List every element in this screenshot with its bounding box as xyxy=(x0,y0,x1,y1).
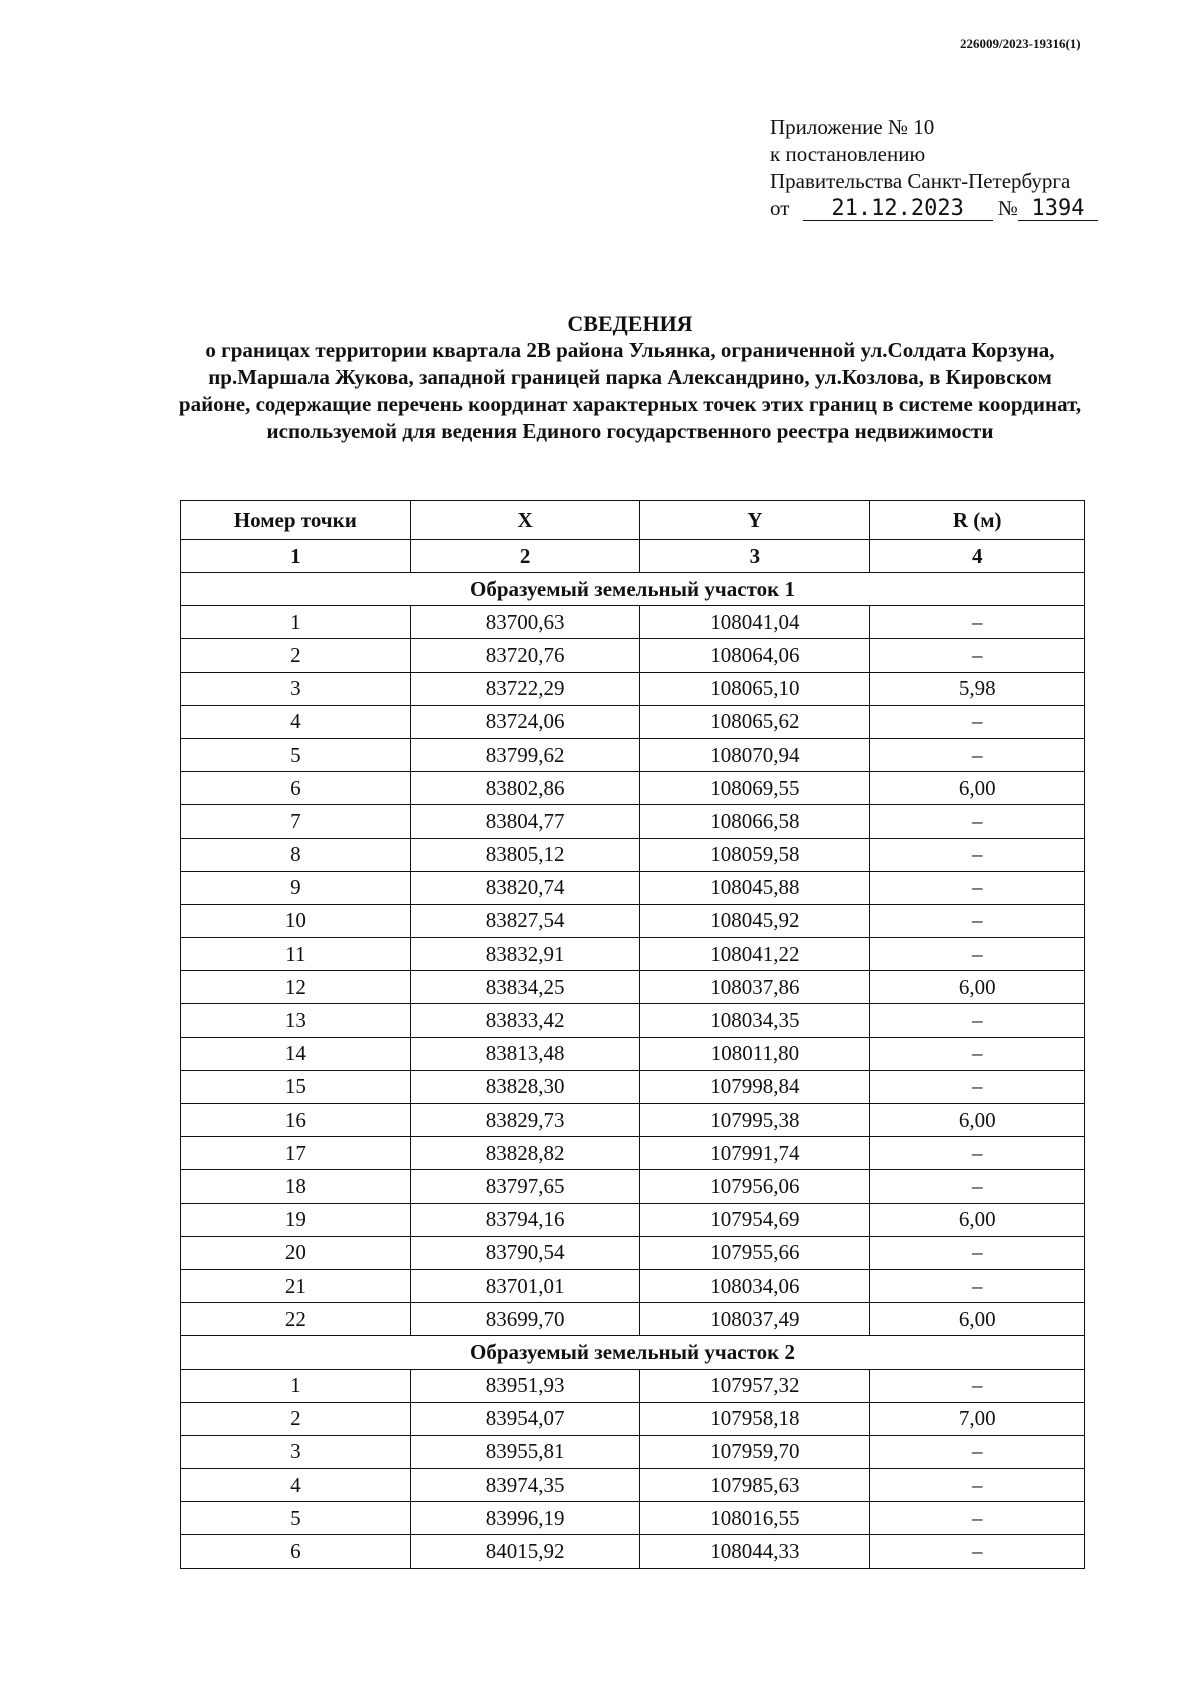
table-row xyxy=(181,1269,1085,1302)
appendix-date-line xyxy=(770,195,1098,222)
point-number-cell: 2 xyxy=(181,1402,411,1435)
y-cell: 108034,06 xyxy=(640,1269,870,1302)
point-number-cell: 10 xyxy=(181,904,411,937)
document-number: 226009/2023-19316(1) xyxy=(960,36,1081,51)
point-number-cell: 6 xyxy=(181,772,411,805)
x-cell: 83699,70 xyxy=(410,1303,640,1336)
y-cell: 108037,49 xyxy=(640,1303,870,1336)
document-title xyxy=(170,310,1090,445)
table-row xyxy=(181,871,1085,904)
y-cell: 108041,04 xyxy=(640,606,870,639)
y-cell: 107995,38 xyxy=(640,1104,870,1137)
y-cell: 108059,58 xyxy=(640,838,870,871)
r-cell: – xyxy=(870,1535,1085,1568)
number-label: № xyxy=(997,196,1018,220)
y-cell: 107998,84 xyxy=(640,1070,870,1103)
resolution-number: 1394 xyxy=(1018,198,1098,221)
x-cell: 83829,73 xyxy=(410,1104,640,1137)
table-row xyxy=(181,639,1085,672)
r-cell: – xyxy=(870,1070,1085,1103)
y-cell: 108034,35 xyxy=(640,1004,870,1037)
x-cell: 83805,12 xyxy=(410,838,640,871)
y-cell: 108065,62 xyxy=(640,705,870,738)
x-cell: 83799,62 xyxy=(410,738,640,771)
table-row xyxy=(181,1402,1085,1435)
r-cell: 6,00 xyxy=(870,1104,1085,1137)
y-cell: 107959,70 xyxy=(640,1435,870,1468)
x-cell: 83833,42 xyxy=(410,1004,640,1037)
y-cell: 107991,74 xyxy=(640,1137,870,1170)
r-cell: – xyxy=(870,938,1085,971)
point-number-cell: 11 xyxy=(181,938,411,971)
table-row xyxy=(181,1203,1085,1236)
coordinates-table xyxy=(180,500,1085,1569)
r-cell: – xyxy=(870,738,1085,771)
y-cell: 108069,55 xyxy=(640,772,870,805)
table-row xyxy=(181,1037,1085,1070)
x-cell: 84015,92 xyxy=(410,1535,640,1568)
y-cell: 107958,18 xyxy=(640,1402,870,1435)
y-cell: 108066,58 xyxy=(640,805,870,838)
appendix-line-3: Правительства Санкт-Петербурга xyxy=(770,169,1071,193)
point-number-cell: 19 xyxy=(181,1203,411,1236)
point-number-cell: 1 xyxy=(181,1369,411,1402)
point-number-cell: 3 xyxy=(181,672,411,705)
point-number-cell: 13 xyxy=(181,1004,411,1037)
y-cell: 108064,06 xyxy=(640,639,870,672)
table-row xyxy=(181,1435,1085,1468)
y-cell: 107955,66 xyxy=(640,1236,870,1269)
x-cell: 83834,25 xyxy=(410,971,640,1004)
point-number-cell: 5 xyxy=(181,738,411,771)
index-cell: 4 xyxy=(870,540,1085,573)
x-cell: 83700,63 xyxy=(410,606,640,639)
y-cell: 107957,32 xyxy=(640,1369,870,1402)
x-cell: 83820,74 xyxy=(410,871,640,904)
table-body xyxy=(181,573,1085,1569)
point-number-cell: 4 xyxy=(181,705,411,738)
x-cell: 83724,06 xyxy=(410,705,640,738)
table-row xyxy=(181,705,1085,738)
point-number-cell: 8 xyxy=(181,838,411,871)
y-cell: 108045,92 xyxy=(640,904,870,937)
r-cell: – xyxy=(870,606,1085,639)
point-number-cell: 17 xyxy=(181,1137,411,1170)
point-number-cell: 12 xyxy=(181,971,411,1004)
point-number-cell: 3 xyxy=(181,1435,411,1468)
r-cell: – xyxy=(870,1137,1085,1170)
x-cell: 83720,76 xyxy=(410,639,640,672)
x-cell: 83828,82 xyxy=(410,1137,640,1170)
x-cell: 83955,81 xyxy=(410,1435,640,1468)
x-cell: 83974,35 xyxy=(410,1469,640,1502)
section-row xyxy=(181,1336,1085,1369)
x-cell: 83827,54 xyxy=(410,904,640,937)
table-row xyxy=(181,1170,1085,1203)
appendix-line-1: Приложение № 10 xyxy=(770,115,935,139)
table-row xyxy=(181,606,1085,639)
header-r: R (м) xyxy=(870,501,1085,540)
x-cell: 83794,16 xyxy=(410,1203,640,1236)
table-row xyxy=(181,672,1085,705)
header-y: Y xyxy=(640,501,870,540)
r-cell: – xyxy=(870,1269,1085,1302)
y-cell: 108037,86 xyxy=(640,971,870,1004)
y-cell: 108016,55 xyxy=(640,1502,870,1535)
section-title: Образуемый земельный участок 1 xyxy=(181,573,1085,606)
section-title: Образуемый земельный участок 2 xyxy=(181,1336,1085,1369)
r-cell: 6,00 xyxy=(870,1203,1085,1236)
x-cell: 83832,91 xyxy=(410,938,640,971)
x-cell: 83951,93 xyxy=(410,1369,640,1402)
point-number-cell: 6 xyxy=(181,1535,411,1568)
x-cell: 83802,86 xyxy=(410,772,640,805)
x-cell: 83813,48 xyxy=(410,1037,640,1070)
r-cell: – xyxy=(870,805,1085,838)
r-cell: 5,98 xyxy=(870,672,1085,705)
title-heading: СВЕДЕНИЯ xyxy=(567,311,693,336)
point-number-cell: 21 xyxy=(181,1269,411,1302)
r-cell: – xyxy=(870,639,1085,672)
r-cell: – xyxy=(870,838,1085,871)
r-cell: – xyxy=(870,871,1085,904)
point-number-cell: 5 xyxy=(181,1502,411,1535)
table-row xyxy=(181,1369,1085,1402)
table-row xyxy=(181,1236,1085,1269)
point-number-cell: 22 xyxy=(181,1303,411,1336)
x-cell: 83996,19 xyxy=(410,1502,640,1535)
table-row xyxy=(181,938,1085,971)
table-row xyxy=(181,772,1085,805)
point-number-cell: 2 xyxy=(181,639,411,672)
point-number-cell: 18 xyxy=(181,1170,411,1203)
table-row xyxy=(181,805,1085,838)
section-row xyxy=(181,573,1085,606)
appendix-block xyxy=(770,114,1098,222)
y-cell: 108065,10 xyxy=(640,672,870,705)
r-cell: – xyxy=(870,1037,1085,1070)
y-cell: 107956,06 xyxy=(640,1170,870,1203)
r-cell: – xyxy=(870,1469,1085,1502)
from-label: от xyxy=(770,196,790,220)
r-cell: – xyxy=(870,1502,1085,1535)
x-cell: 83790,54 xyxy=(410,1236,640,1269)
y-cell: 108044,33 xyxy=(640,1535,870,1568)
r-cell: – xyxy=(870,1435,1085,1468)
point-number-cell: 4 xyxy=(181,1469,411,1502)
table-row xyxy=(181,738,1085,771)
x-cell: 83722,29 xyxy=(410,672,640,705)
point-number-cell: 20 xyxy=(181,1236,411,1269)
index-cell: 3 xyxy=(640,540,870,573)
r-cell: 6,00 xyxy=(870,772,1085,805)
x-cell: 83954,07 xyxy=(410,1402,640,1435)
point-number-cell: 1 xyxy=(181,606,411,639)
y-cell: 108011,80 xyxy=(640,1037,870,1070)
point-number-cell: 15 xyxy=(181,1070,411,1103)
table-row xyxy=(181,1004,1085,1037)
r-cell: 7,00 xyxy=(870,1402,1085,1435)
x-cell: 83804,77 xyxy=(410,805,640,838)
r-cell: – xyxy=(870,1004,1085,1037)
header-x: X xyxy=(410,501,640,540)
y-cell: 108045,88 xyxy=(640,871,870,904)
y-cell: 107985,63 xyxy=(640,1469,870,1502)
r-cell: 6,00 xyxy=(870,971,1085,1004)
table-row xyxy=(181,1469,1085,1502)
point-number-cell: 14 xyxy=(181,1037,411,1070)
table-row xyxy=(181,1502,1085,1535)
table-row xyxy=(181,1535,1085,1568)
r-cell: – xyxy=(870,1369,1085,1402)
resolution-date: 21.12.2023 xyxy=(803,198,993,221)
table-row xyxy=(181,1104,1085,1137)
appendix-line-2: к постановлению xyxy=(770,142,926,166)
index-cell: 1 xyxy=(181,540,411,573)
x-cell: 83701,01 xyxy=(410,1269,640,1302)
title-text: о границах территории квартала 2В района Ульянка, ограниченной ул.Солдата Корзуна, пр.Маршала Жукова, западной границей парка Александрино, ул.Козлова, в Кировском районе, содержащие перечень координат характерных точек этих границ в системе координат, используемой для ведения Единого государственного реестра недвижимости xyxy=(178,338,1082,443)
table-row xyxy=(181,971,1085,1004)
table-row xyxy=(181,838,1085,871)
x-cell: 83828,30 xyxy=(410,1070,640,1103)
r-cell: 6,00 xyxy=(870,1303,1085,1336)
table-row xyxy=(181,1137,1085,1170)
r-cell: – xyxy=(870,1170,1085,1203)
y-cell: 108041,22 xyxy=(640,938,870,971)
point-number-cell: 16 xyxy=(181,1104,411,1137)
header-point-number: Номер точки xyxy=(181,501,411,540)
r-cell: – xyxy=(870,904,1085,937)
r-cell: – xyxy=(870,1236,1085,1269)
point-number-cell: 7 xyxy=(181,805,411,838)
point-number-cell: 9 xyxy=(181,871,411,904)
r-cell: – xyxy=(870,705,1085,738)
index-cell: 2 xyxy=(410,540,640,573)
table-row xyxy=(181,1303,1085,1336)
y-cell: 107954,69 xyxy=(640,1203,870,1236)
y-cell: 108070,94 xyxy=(640,738,870,771)
table-row xyxy=(181,1070,1085,1103)
x-cell: 83797,65 xyxy=(410,1170,640,1203)
table-row xyxy=(181,904,1085,937)
